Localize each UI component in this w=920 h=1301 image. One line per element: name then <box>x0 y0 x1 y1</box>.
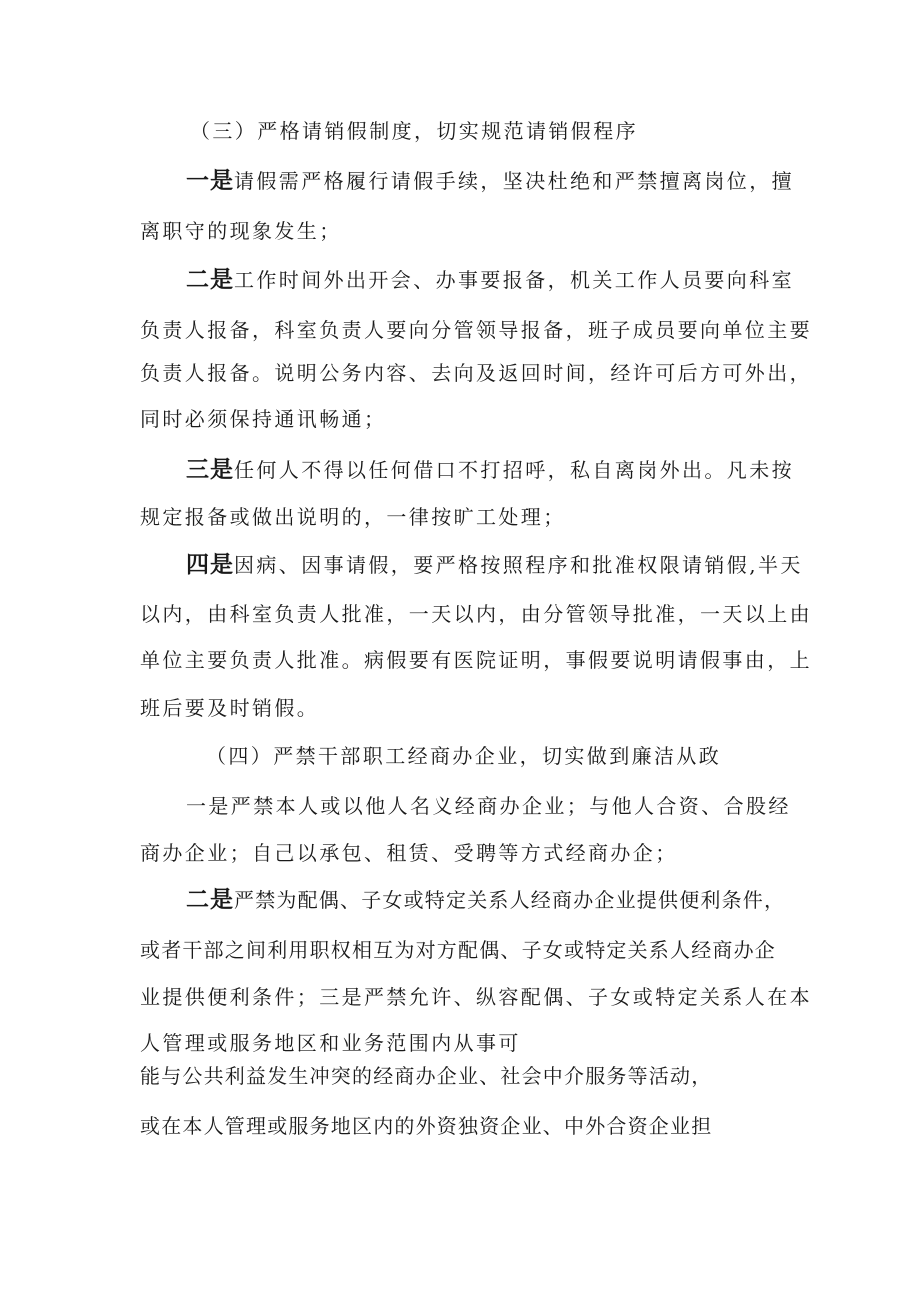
paragraph-4-1-line-2: 商办企业；自己以承包、租赁、受聘等方式经商办企； <box>140 841 678 865</box>
paragraph-lead: 三是 <box>186 457 234 483</box>
paragraph-lead: 二是 <box>186 887 234 913</box>
section-3-heading: （三）严格请销假制度，切实规范请销假程序 <box>190 119 638 143</box>
paragraph-4-2-line-3: 业提供便利条件；三是严禁允许、纵容配偶、子女或特定关系人在本 <box>140 985 812 1009</box>
paragraph-lead: 一是 <box>186 168 234 194</box>
paragraph-3-2-line-2: 负责人报备，科室负责人要向分管领导报备，班子成员要向单位主要 <box>140 318 812 342</box>
paragraph-text: 任何人不得以任何借口不打招呼，私自离岗外出。凡未按 <box>234 458 794 482</box>
paragraph-text: 工作时间外出开会、办事要报备，机关工作人员要向科室 <box>234 268 794 292</box>
paragraph-lead: 二是 <box>186 267 234 293</box>
paragraph-3-3-line-1 <box>186 456 794 484</box>
paragraph-4-1-line-1: 一是严禁本人或以他人名义经商办企业；与他人合资、合股经 <box>186 794 791 818</box>
paragraph-4-2-line-1 <box>186 886 785 914</box>
paragraph-4-2-line-5: 能与公共利益发生冲突的经商办企业、社会中介服务等活动， <box>140 1064 713 1088</box>
paragraph-3-2-line-1 <box>186 266 794 294</box>
paragraph-text: 请假需严格履行请假手续，坚决杜绝和严禁擅离岗位，擅 <box>234 169 794 193</box>
paragraph-3-3-line-2: 规定报备或做出说明的，一律按旷工处理； <box>140 505 566 529</box>
paragraph-3-4-line-3: 单位主要负责人批准。病假要有医院证明，事假要说明请假事由，上 <box>140 648 812 672</box>
paragraph-text: 严禁为配偶、子女或特定关系人经商办企业提供便利条件， <box>234 888 786 912</box>
section-4-heading: （四）严禁干部职工经商办企业，切实做到廉洁从政 <box>206 744 722 768</box>
paragraph-3-1-line-1 <box>186 167 794 195</box>
paragraph-3-1-line-2: 离职守的现象发生； <box>140 219 342 243</box>
paragraph-lead: 四是 <box>186 552 234 578</box>
paragraph-3-4-line-1 <box>186 551 803 579</box>
paragraph-3-2-line-4: 同时必须保持通讯畅通； <box>140 407 387 431</box>
paragraph-4-2-line-6: 或在本人管理或服务地区内的外资独资企业、中外合资企业担 <box>140 1114 713 1138</box>
paragraph-4-2-line-2: 或者干部之间利用职权相互为对方配偶、子女或特定关系人经商办企 <box>140 938 776 962</box>
paragraph-3-2-line-3: 负责人报备。说明公务内容、去向及返回时间，经许可后方可外出， <box>140 361 812 385</box>
paragraph-text: 因病、因事请假，要严格按照程序和批准权限请销假,半天 <box>234 553 803 577</box>
paragraph-3-4-line-4: 班后要及时销假。 <box>140 696 320 720</box>
paragraph-3-4-line-2: 以内，由科室负责人批准，一天以内，由分管领导批准，一天以上由 <box>140 602 812 626</box>
paragraph-4-2-line-4: 人管理或服务地区和业务范围内从事可 <box>140 1031 521 1055</box>
